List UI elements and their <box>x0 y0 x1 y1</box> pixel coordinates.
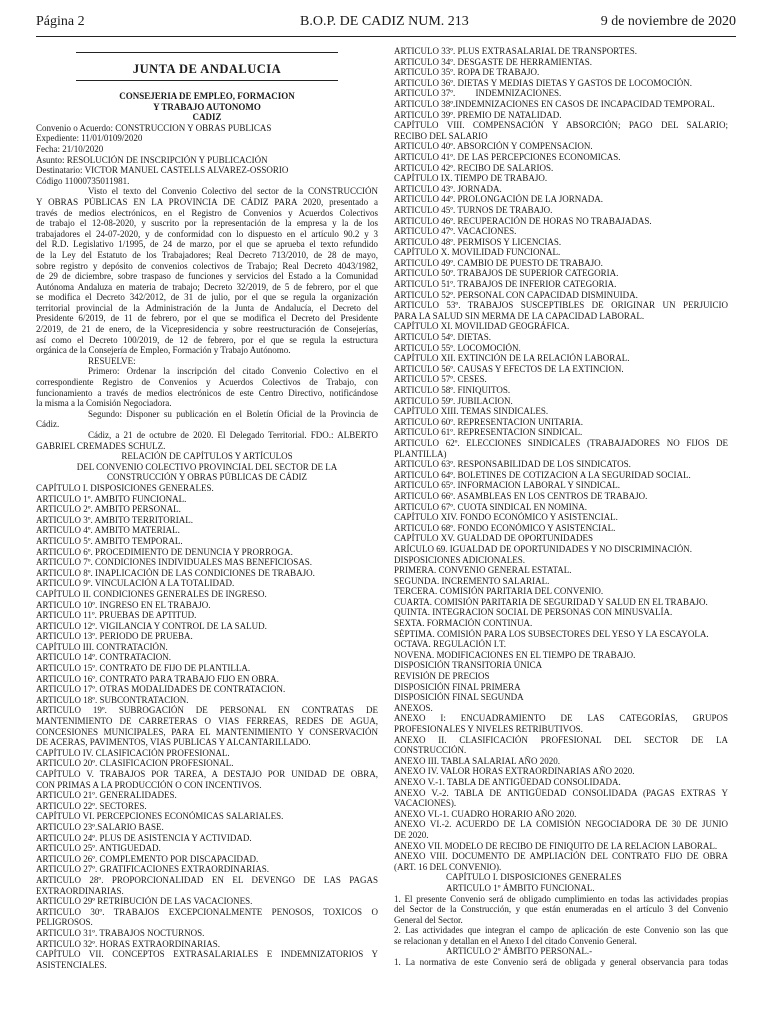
text-line: Y OBRAS PÚBLICAS EN LA PROVINCIA DE CÁDIZ PARA 2020, presentado a <box>36 196 378 207</box>
index-item: ARTICULO 66º. ASAMBLEAS EN LOS CENTROS DE TRABAJO. <box>394 490 648 501</box>
index-item: ARTICULO 27º. GRATIFICACIONES EXTRAORDINARIAS. <box>36 864 270 875</box>
section-bottom-rule <box>76 80 338 81</box>
index-item: ARTICULO 25º. ANTIGUEDAD. <box>36 843 161 854</box>
index-item: ARTICULO 59º. JUBILACION. <box>394 395 513 406</box>
meta-line: Destinatario: VICTOR MANUEL CASTELLS ALVAREZ-OSSORIO <box>36 165 289 176</box>
index-item: ARTICULO 41º. DE LAS PERCEPCIONES ECONOMICAS. <box>394 151 621 162</box>
section-top-rule <box>76 52 338 53</box>
text-line: Presidente 6/2019, de 11 de febrero, por el que se modifica el Decreto del Presidente <box>36 313 378 324</box>
meta-line: Convenio o Acuerdo: CONSTRUCCION Y OBRAS PUBLICAS <box>36 122 272 133</box>
index-item: EXTRAORDINARIAS. <box>36 885 124 896</box>
index-item: CAPÍTULO VII. CONCEPTOS EXTRASALARIALES E INDEMNIZATORIOS Y <box>36 949 378 960</box>
index-item: ARTICULO 48º. PERMISOS Y LICENCIAS. <box>394 236 562 247</box>
index-item: ARTICULO 40º. ABSORCIÓN Y COMPENSACION. <box>394 141 593 152</box>
text-line: de la Ley del Estatuto de los Trabajadores; Real Decreto 713/2010, de 28 de mayo, <box>36 249 378 260</box>
segundo-paragraph <box>36 409 378 430</box>
index-item: PROFESIONALES Y NIVELES RETRIBUTIVOS. <box>394 724 583 734</box>
index-item: ARTICULO 51º. TRABAJOS DE INFERIOR CATEGORIA. <box>394 279 617 290</box>
index-item: CAPÍTULO XIII. TEMAS SINDICALES. <box>394 406 549 417</box>
index-item: CAPÍTULO IX. TIEMPO DE TRABAJO. <box>394 173 548 184</box>
index-item: ARTICULO 56º. CAUSAS Y EFECTOS DE LA EXTINCION. <box>394 363 624 374</box>
index-item: ARTICULO 68º. FONDO ECONÓMICO Y ASISTENCIAL. <box>394 522 616 533</box>
index-item: ARTICULO 38º.INDEMNIZACIONES EN CASOS DE INCAPACIDAD TEMPORAL. <box>394 98 715 109</box>
index-item: ARTICULO 17º. OTRAS MODALIDADES DE CONTRATACION. <box>36 684 286 695</box>
index-item: CAPÍTULO I. DISPOSICIONES GENERALES. <box>36 482 214 493</box>
index-item: PARA LA SALUD SIN MERMA DE LA CAPACIDAD LABORAL. <box>394 310 645 321</box>
meta-line: Asunto: RESOLUCIÓN DE INSCRIPCIÓN Y PUBLICACIÓN <box>36 154 268 165</box>
publication-name: B.O.P. DE CADIZ NUM. 213 <box>300 14 469 29</box>
signature-paragraph <box>36 430 378 451</box>
text-line: Visto el texto del Convenio Colectivo del sector de la CONSTRUCCIÓN <box>88 186 378 197</box>
right-column <box>394 46 728 968</box>
index-item: ARTICULO 45º. TURNOS DE TRABAJO. <box>394 204 553 215</box>
index-item: PRIMERA. CONVENIO GENERAL ESTATAL. <box>394 565 572 576</box>
index-item: ARTICULO 50º. TRABAJOS DE SUPERIOR CATEGORIA. <box>394 268 619 279</box>
index-item: ARTICULO 30º. TRABAJOS EXCEPCIONALMENTE PENOSOS, TOXICOS O <box>36 906 378 917</box>
city-heading: CADIZ <box>192 112 222 123</box>
index-item: ARTICULO 60º. REPRESENTACION UNITARIA. <box>394 416 584 427</box>
index-item: ARTICULO 36º. DIETAS Y MEDIAS DIETAS Y GASTOS DE LOCOMOCIÓN. <box>394 77 693 88</box>
publication-date: 9 de noviembre de 2020 <box>600 14 736 29</box>
index-item: ARTICULO 67º. CUOTA SINDICAL EN NOMINA. <box>394 501 587 512</box>
index-item: ARTICULO 23º.SALARIO BASE. <box>36 821 164 832</box>
index-item: ANEXO V.-1. TABLA DE ANTIGÜEDAD CONSOLIDADA. <box>394 776 621 787</box>
index-item: ARTICULO 4º. AMBITO MATERIAL. <box>36 525 180 536</box>
text-line: de 29 de diciembre, sobre traspaso de funciones y servicios del Estado a la Comunidad <box>36 271 378 282</box>
resuelve-heading: RESUELVE: <box>88 355 136 366</box>
index-item: ASISTENCIALES. <box>36 959 107 970</box>
index-item: CAPÍTULO XII. EXTINCIÓN DE LA RELACIÓN LABORAL. <box>394 353 630 364</box>
index-item: ARTICULO 2º. AMBITO PERSONAL. <box>36 504 181 515</box>
index-item: RECIBO DEL SALARIO <box>394 130 488 141</box>
index-item: OCTAVA. REGULACIÓN I.T. <box>394 639 507 650</box>
text-line: Primero: Ordenar la inscripción del citado Convenio Colectivo en el <box>88 366 378 377</box>
text-line: trabajadores el 24-07-2020, y de conformidad con lo dispuesto en el artículo 90.2 y 3 <box>36 228 378 239</box>
text-line: GABRIEL CREMADES SCHULZ. <box>36 440 166 451</box>
index-item: ARTICULO 26º. COMPLEMENTO POR DISCAPACIDAD. <box>36 853 259 864</box>
index-item: ARTICULO 18º. SUBCONTRATACION. <box>36 694 189 705</box>
index-item: ANEXOS. <box>394 702 433 713</box>
index-item: ARTICULO 33º. PLUS EXTRASALARIAL DE TRANSPORTES. <box>394 46 637 56</box>
index-item: DE 2020. <box>394 829 429 840</box>
index-item: ARTICULO 7º. CONDICIONES INDIVIDUALES MAS BENEFICIOSAS. <box>36 557 313 568</box>
text-line: se relacionan y detallan en el Anexo I del citado Convenio General. <box>394 935 637 946</box>
meta-block <box>36 123 378 187</box>
index-item: DISPOSICIÓN TRANSITORIA ÚNICA <box>394 660 543 671</box>
index-item: ARTICULO 11º. PRUEBAS DE APTITUD. <box>36 610 197 621</box>
index-item: VACACIONES). <box>394 798 457 809</box>
index-item: CONCESIONES MUNICIPALES, PARA EL MANTENIMIENTO Y CONSERVACIÓN <box>36 726 378 737</box>
text-line: Autónoma Andaluza en materia de trabajo; Decreto 32/2019, de 5 de febrero, por el que <box>36 281 378 292</box>
text-line: 1. El presente Convenio será de obligado cumplimiento en todas las actividades propias <box>394 893 728 904</box>
index-item: ARTICULO 46º. RECUPERACIÓN DE HORAS NO TRABAJADAS. <box>394 215 652 226</box>
index-item: ARTICULO 61º. REPRESENTACION SINDICAL. <box>394 427 583 438</box>
index-item: SEXTA. FORMACIÓN CONTINUA. <box>394 618 533 629</box>
index-item: DISPOSICIONES ADICIONALES. <box>394 554 526 565</box>
index-item: ARTICULO 44º. PROLONGACIÓN DE LA JORNADA. <box>394 194 603 205</box>
index-item: ANEXO VI.-2. ACUERDO DE LA COMISIÓN NEGOCIADORA DE 30 DE JUNIO <box>394 819 728 830</box>
index-item: ARTICULO 28º. PROPORCIONALIDAD EN EL DEVENGO DE LAS PAGAS <box>36 874 378 885</box>
index-item: ARTICULO 8º. INAPLICACIÓN DE LAS CONDICIONES DE TRABAJO. <box>36 567 315 578</box>
index-item: ARTICULO 35º. ROPA DE TRABAJO. <box>394 67 540 78</box>
index-item: QUINTA. INTEGRACION SOCIAL DE PERSONAS CON MINUSVALÍA. <box>394 607 673 618</box>
resolution-paragraph <box>36 186 378 356</box>
index-item: ARTICULO 29º RETRIBUCIÓN DE LAS VACACIONES. <box>36 896 253 907</box>
index-item: ARTICULO 13º. PERIODO DE PRUEBA. <box>36 631 193 642</box>
index-item: ARTICULO 21º. GENERALIDADES. <box>36 790 177 801</box>
index-item: ARÍCULO 69. IGUALDAD DE OPORTUNIDADES Y NO DISCRIMINACIÓN. <box>394 543 693 554</box>
text-line: 1. La normativa de este Convenio será de obligada y general observancia para todas <box>394 957 728 968</box>
text-line: CONSTRUCCIÓN Y OBRAS PÚBLICAS DE CÁDIZ <box>106 472 308 483</box>
index-item: CAPÍTULO X. MOVILIDAD FUNCIONAL. <box>394 247 561 258</box>
text-line: se modifica el Decreto 342/2012, de 31 de julio, por el que se regula la organización <box>36 292 378 303</box>
index-item: DE ACERAS, PAVIMENTOS, VIAS PUBLICAS Y ALCANTARILLADO. <box>36 737 311 748</box>
chapter-heading: CAPÍTULO I. DISPOSICIONES GENERALES <box>446 872 622 883</box>
text-line: del Sector de la Construcción, y que están enumeradas en el artículo 3 del Convenio <box>394 904 728 915</box>
index-item: REVISIÓN DE PRECIOS <box>394 671 490 682</box>
index-item: ARTICULO 65º. INFORMACION LABORAL Y SINDICAL. <box>394 480 620 491</box>
index-item: ARTICULO 5º. AMBITO TEMPORAL. <box>36 535 183 546</box>
index-item: CAPÍTULO III. CONTRATACIÓN. <box>36 641 168 652</box>
page-number: Página 2 <box>36 14 85 29</box>
text-line: la misma a la Comisión Negociadora. <box>36 398 172 409</box>
index-item: ARTICULO 10º. INGRESO EN EL TRABAJO. <box>36 599 211 610</box>
article-heading: ARTICULO 2º ÁMBITO PERSONAL.- <box>446 946 593 957</box>
index-item: CAPÍTULO XV. GUALDAD DE OPORTUNIDADES <box>394 533 594 544</box>
text-line: de trabajo el 12-08-2020, y suscrito por la representación de la empresa y la de los <box>36 218 378 229</box>
index-item: DISPOSICIÓN FINAL PRIMERA <box>394 681 521 692</box>
index-item: CON PRIMAS A LA PRODUCCIÓN O CON INCENTIVOS. <box>36 779 262 790</box>
index-item: NOVENA. MODIFICACIONES EN EL TIEMPO DE TRABAJO. <box>394 649 636 660</box>
text-line: así como el Decreto 100/2019, de 12 de febrero, por el que se regula la estructura <box>36 334 378 345</box>
index-item: CAPÍTULO XI. MOVILIDAD GEOGRÁFICA. <box>394 321 570 332</box>
index-item: ARTICULO 20º. CLASIFICACION PROFESIONAL. <box>36 758 234 769</box>
index-item: MANTENIMIENTO DE CARRETERAS O VIAS FERREAS, REDES DE AGUA, <box>36 716 378 727</box>
index-item: CAPÍTULO V. TRABAJOS POR TAREA, A DESTAJO POR UNIDAD DE OBRA, <box>36 769 378 779</box>
article-heading: ARTICULO 1º ÁMBITO FUNCIONAL. <box>446 882 595 893</box>
meta-line: Código 11000735011981. <box>36 175 130 186</box>
index-item: PLANTILLA) <box>394 448 447 459</box>
index-item: ARTICULO 47º. VACACIONES. <box>394 226 517 237</box>
index-item: ARTICULO 22º. SECTORES. <box>36 800 147 811</box>
text-line: sobre registro y depósito de convenios colectivos de Trabajo; Real Decreto 4043/1982, <box>36 260 378 271</box>
index-item: ARTICULO 6º. PROCEDIMIENTO DE DENUNCIA Y PRORROGA. <box>36 546 293 557</box>
index-item: ARTICULO 63º. RESPONSABILIDAD DE LOS SINDICATOS. <box>394 459 631 470</box>
index-item: ARTICULO 37º. INDEMNIZACIONES. <box>394 88 562 99</box>
index-item: ARTICULO 62º. ELECCIONES SINDICALES (TRABAJADORES NO FIJOS DE <box>394 437 728 448</box>
text-line: Segundo: Disponer su publicación en el Boletín Oficial de la Provincia de <box>88 408 378 419</box>
text-line: 2. Las actividades que integran el campo de aplicación de este Convenio son las que <box>394 925 728 936</box>
meta-line: Expediente: 11/01/0109/2020 <box>36 133 143 144</box>
text-line: General del Sector. <box>394 914 463 925</box>
index-item: SEGUNDA. INCREMENTO SALARIAL. <box>394 575 550 586</box>
consejeria-line-2: Y TRABAJO AUTONOMO <box>153 101 261 112</box>
index-item: CAPÍTULO VIII. COMPENSACIÓN Y ABSORCIÓN; PAGO DEL SALARIO; <box>394 120 728 131</box>
consejeria-line-1: CONSEJERIA DE EMPLEO, FORMACION <box>119 91 295 101</box>
index-item: ANEXO I: ENCUADRAMIENTO DE LAS CATEGORÍAS, GRUPOS <box>394 713 728 724</box>
index-item: PELIGROSOS. <box>36 917 93 928</box>
index-item: (ART. 16 DEL CONVENIO). <box>394 861 502 872</box>
index-item: ARTICULO 12º. VIGILANCIA Y CONTROL DE LA SALUD. <box>36 620 267 631</box>
index-item: ANEXO V.-2. TABLA DE ANTIGÜEDAD CONSOLIDADA (PAGAS EXTRAS Y <box>394 787 728 798</box>
index-item: ARTICULO 58º. FINIQUITOS. <box>394 385 511 395</box>
index-item: ARTICULO 49º. CAMBIO DE PUESTO DE TRABAJO. <box>394 257 603 268</box>
text-line: DEL CONVENIO COLECTIVO PROVINCIAL DEL SECTOR DE LA <box>76 461 338 472</box>
index-item: ARTICULO 32º. HORAS EXTRAORDINARIAS. <box>36 938 221 949</box>
page-header <box>36 14 736 36</box>
index-list <box>36 483 378 970</box>
index-item: ANEXO VII. MODELO DE RECIBO DE FINIQUITO DE LA RELACION LABORAL. <box>394 840 718 851</box>
index-item: ANEXO IV. VALOR HORAS EXTRAORDINARIAS AÑO 2020. <box>394 766 635 777</box>
text-line: RELACIÓN DE CAPÍTULOS Y ARTÍCULOS <box>121 451 293 462</box>
text-line: Cádiz, a 21 de octubre de 2020. El Delegado Territorial. FDO.: ALBERTO <box>88 430 378 440</box>
index-item: CAPÍTULO VI. PERCEPCIONES ECONÓMICAS SALARIALES. <box>36 811 284 822</box>
index-item: ANEXO II. CLASIFICACIÓN PROFESIONAL DEL SECTOR DE LA <box>394 734 728 745</box>
index-item: ARTICULO 19º. SUBROGACIÓN DE PERSONAL EN CONTRATAS DE <box>36 705 378 716</box>
index-item: ARTICULO 53º. TRABAJOS SUSCEPTIBLES DE ORIGINAR UN PERJUICIO <box>394 300 728 311</box>
index-item: ARTICULO 24º. PLUS DE ASISTENCIA Y ACTIVIDAD. <box>36 832 252 843</box>
index-item: ANEXO III. TABLA SALARIAL AÑO 2020. <box>394 755 561 766</box>
index-item: ANEXO VIII. DOCUMENTO DE AMPLIACIÓN DEL CONTRATO FIJO DE OBRA <box>394 851 728 862</box>
index-item: ARTICULO 14º. CONTRATACION. <box>36 652 172 663</box>
index-item: ARTICULO 16º. CONTRATO PARA TRABAJO FIJO EN OBRA. <box>36 673 279 684</box>
relacion-heading <box>36 451 378 483</box>
text-line: través de medios electrónicos, en el Registro de Convenios y Acuerdos Colectivos <box>36 207 378 218</box>
index-item: CAPÍTULO IV. CLASIFICACIÓN PROFESIONAL. <box>36 747 230 758</box>
index-item: ARTICULO 1º. AMBITO FUNCIONAL. <box>36 493 187 504</box>
index-item: TERCERA. COMISIÓN PARITARIA DEL CONVENIO. <box>394 586 604 597</box>
index-item: CAPÍTULO XIV. FONDO ECONÓMICO Y ASISTENCIAL. <box>394 512 618 523</box>
index-item: CONSTRUCCIÓN. <box>394 745 467 756</box>
index-item: ARTICULO 15º. CONTRATO DE FIJO DE PLANTILLA. <box>36 663 251 674</box>
index-item: ARTICULO 43º. JORNADA. <box>394 183 502 194</box>
index-item: CUARTA. COMISIÓN PARITARIA DE SEGURIDAD Y SALUD EN EL TRABAJO. <box>394 596 708 607</box>
index-item: ARTICULO 39º. PREMIO DE NATALIDAD. <box>394 109 562 120</box>
index-item: ARTICULO 55º. LOCOMOCIÓN. <box>394 342 521 353</box>
index-item: ARTICULO 34º. DESGASTE DE HERRAMIENTAS. <box>394 56 593 67</box>
index-item: ARTICULO 31º. TRABAJOS NOCTURNOS. <box>36 927 205 938</box>
header-rule <box>36 36 736 37</box>
index-item: ARTICULO 57º. CESES. <box>394 374 487 385</box>
meta-line: Fecha: 21/10/2020 <box>36 143 104 154</box>
text-line: 2/2019, de 21 de enero, de la Vicepresidencia y sobre reestructuración de Consejerías, <box>36 324 378 335</box>
index-item: ANEXO VI.-1. CUADRO HORARIO AÑO 2020. <box>394 808 577 819</box>
text-line: territorial provincial de la Administración de la Junta de Andalucía, el Decreto del <box>36 302 378 313</box>
text-line: Cádiz. <box>36 419 60 430</box>
index-item: ARTICULO 64º. BOLETINES DE COTIZACION A LA SEGURIDAD SOCIAL. <box>394 469 691 480</box>
index-item: ARTICULO 52º. PERSONAL CON CAPACIDAD DISMINUIDA. <box>394 289 638 300</box>
text-line: funcionamiento a través de medios electrónicos de este Centro Directivo, notificándose <box>36 387 378 398</box>
index-item: ARTICULO 3º. AMBITO TERRITORIAL. <box>36 514 194 525</box>
index-item: ARTICULO 42º. RECIBO DE SALARIOS. <box>394 162 554 173</box>
index-item: ARTICULO 9º. VINCULACIÓN A LA TOTALIDAD. <box>36 578 235 589</box>
index-item: DISPOSICIÓN FINAL SEGUNDA <box>394 692 524 703</box>
left-column <box>36 46 378 970</box>
index-item: SÉPTIMA. COMISIÓN PARA LOS SUBSECTORES DEL YESO Y LA ESCAYOLA. <box>394 628 709 639</box>
primero-paragraph <box>36 366 378 408</box>
text-line: del R.D. Legislativo 1/1995, de 24 de marzo, por el que se aprueba el texto refundido <box>36 239 378 250</box>
text-line: orgánica de la Consejería de Empleo, Formación y Trabajo Autónomo. <box>36 345 291 356</box>
index-item: ARTICULO 54º. DIETAS. <box>394 332 492 343</box>
section-title: JUNTA DE ANDALUCIA <box>132 62 282 76</box>
index-item: CAPÍTULO II. CONDICIONES GENERALES DE INGRESO. <box>36 588 267 599</box>
text-line: correspondiente Registro de Convenios y Acuerdos Colectivos de Trabajo, con <box>36 377 378 388</box>
